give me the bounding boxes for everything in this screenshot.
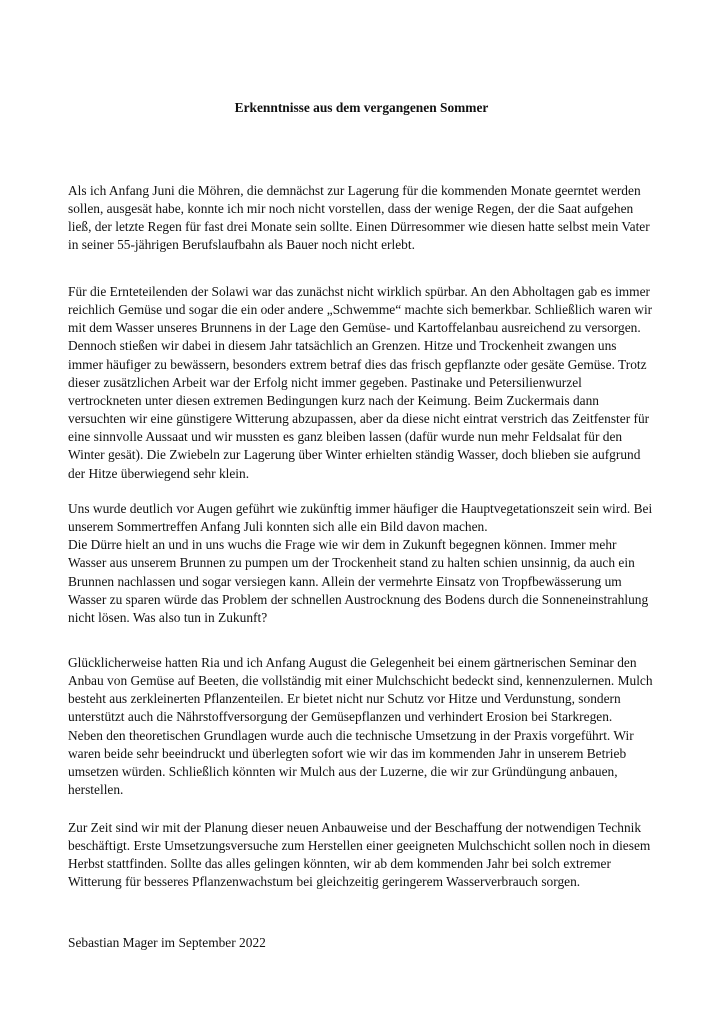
paragraph-1: Als ich Anfang Juni die Möhren, die demnächst zur Lagerung für die kommenden Monate geerntet werden sollen, ausgesät habe, konnte ich mir noch nicht vorstellen, dass der wenige Regen, der die Saat aufgehen ließ, der letzte Regen für fast drei Monate sein sollte. Einen Dürresommer wie diesen hatte selbst mein Vater in seiner 55-jährigen Berufslaufbahn als Bauer noch nicht erlebt. bbox=[68, 183, 650, 253]
paragraph-5: Zur Zeit sind wir mit der Planung dieser neuen Anbauweise und der Beschaffung der notwendigen Technik beschäftigt. Erste Umsetzungsversuche zum Herstellen einer geeigneten Mulchschicht sollen noch in diesem Herbst stattfinden. Sollte das alles gelingen könnten, wir ab dem kommenden Jahr bei solch extremer Witterung für besseres Pflanzenwachstum bei gleichzeitig geringerem Wasserverbrauch sorgen. bbox=[68, 820, 651, 890]
paragraph-3: Uns wurde deutlich vor Augen geführt wie zukünftig immer häufiger die Hauptvegetationszeit sein wird. Bei unserem Sommertreffen Anfang Juli konnten sich alle ein Bild davon machen. Die Dürre hielt an und in uns wuchs die Frage wie wir dem in Zukunft begegnen können. Immer mehr Wasser aus unserem Brunnen zu pumpen um der Trockenheit stand zu halten schien unsinnig, da auch ein Brunnen nachlassen und sogar versiegen kann. Allein der vermehrte Einsatz von Tropfbewässerung um Wasser zu sparen würde das Problem der schnellen Austrocknung des Bodens durch die Sonneneinstrahlung nicht lösen. Was also tun in Zukunft? bbox=[68, 501, 653, 625]
signature-line: Sebastian Mager im September 2022 bbox=[68, 935, 266, 950]
paragraph-2: Für die Ernteteilenden der Solawi war das zunächst nicht wirklich spürbar. An den Abholtagen gab es immer reichlich Gemüse und sogar die ein oder andere „Schwemme“ machte sich bemerkbar. Schließlich waren wir mit dem Wasser unseres Brunnens in der Lage den Gemüse- und Kartoffelanbau ausreichend zu versorgen. Dennoch stießen wir dabei in diesem Jahr tatsächlich an Grenzen. Hitze und Trockenheit zwangen uns immer häufiger zu bewässern, besonders extrem betraf dies das frisch gepflanzte oder gesäte Gemüse. Trotz dieser zusätzlichen Arbeit war der Erfolg nicht immer gegeben. Pastinake und Petersilienwurzel vertrockneten unter diesen extremen Bedingungen kurz nach der Keimung. Beim Zuckermais dann versuchten wir eine günstigere Witterung abzupassen, aber da diese nicht eintrat verstrich das Zeitfenster für eine sinnvolle Aussaat und wir mussten es ganz bleiben lassen (dafür wurde nun mehr Feldsalat für den Winter gesät). Die Zwiebeln zur Lagerung über Winter erhielten ständig Wasser, doch blieben sie aufgrund der Hitze überwiegend sehr klein. bbox=[68, 284, 653, 481]
document-title: Erkenntnisse aus dem vergangenen Sommer bbox=[234, 100, 489, 115]
paragraph-4: Glücklicherweise hatten Ria und ich Anfang August die Gelegenheit bei einem gärtnerischen Seminar den Anbau von Gemüse auf Beeten, die vollständig mit einer Mulchschicht bedeckt sind, kennenzulernen. Mulch besteht aus zerkleinerten Pflanzenteilen. Er bietet nicht nur Schutz vor Hitze und Verdunstung, sondern unterstützt auch die Nährstoffversorgung der Gemüsepflanzen und verhindert Erosion bei Starkregen. Neben den theoretischen Grundlagen wurde auch die technische Umsetzung in der Praxis vorgeführt. Wir waren beide sehr beeindruckt und überlegten sofort wie wir das im kommenden Jahr in unserem Betrieb umsetzen würden. Schließlich könnten wir Mulch aus der Luzerne, die wir zur Gründüngung anbauen, herstellen. bbox=[68, 655, 653, 798]
